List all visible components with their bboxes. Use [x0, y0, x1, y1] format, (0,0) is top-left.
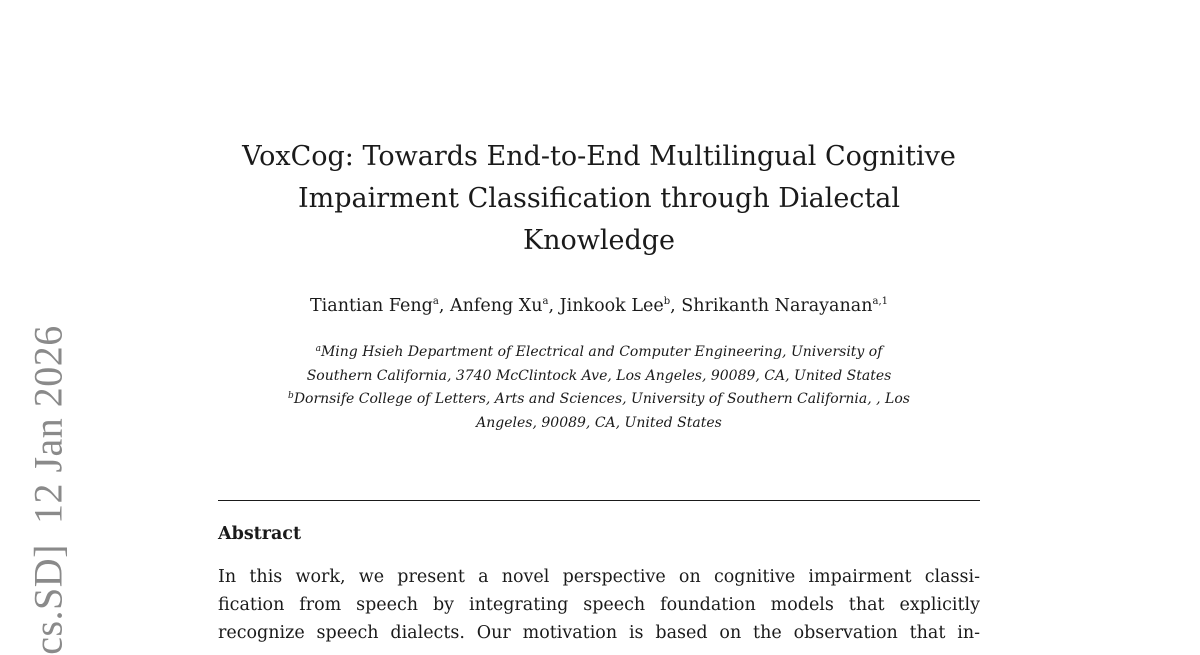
affiliation-mark: a: [315, 344, 321, 354]
affiliation-block: [208, 341, 990, 435]
author-affiliation-mark: b: [663, 296, 671, 307]
author-affiliation-mark: a: [432, 296, 439, 307]
arxiv-date: 12 Jan 2026: [25, 325, 71, 525]
affiliation-line: [208, 341, 990, 365]
affiliation-text: Dornsife College of Letters, Arts and Sciences, University of Southern California, , Los: [293, 391, 910, 407]
author-name: Shrikanth Narayanan: [681, 296, 873, 316]
abstract-line: In this work, we present a novel perspective on cognitive impairment classi-: [218, 567, 980, 587]
title-line: Knowledge: [522, 225, 676, 256]
abstract-line: fication from speech by integrating speech foundation models that explicitly: [218, 595, 980, 615]
horizontal-rule: [218, 500, 980, 501]
title-line: VoxCog: Towards End-to-End Multilingual Cognitive: [242, 141, 956, 172]
author-name: Anfeng Xu: [450, 296, 543, 316]
affiliation-line: Southern California, 3740 McClintock Ave, Los Angeles, 90089, CA, United States: [306, 367, 892, 384]
title-line: Impairment Classification through Dialectal: [297, 183, 900, 214]
author-name: Tiantian Feng: [310, 296, 433, 316]
author-affiliation-mark: a: [542, 296, 549, 307]
affiliation-mark: b: [288, 391, 294, 401]
affiliation-line: [208, 388, 990, 412]
author-list: Tiantian Feng$^a$, Anfeng Xu$^a$, Jinkook Lee$^b$, Shrikanth Narayanan$^{a,1}$: [310, 296, 888, 316]
abstract-line: recognize speech dialects. Our motivation is based on the observation that in-: [218, 623, 980, 643]
arxiv-sidebar-stamp: [25, 325, 72, 655]
arxiv-category: cs.SD]: [25, 544, 71, 655]
affiliation-line: Angeles, 90089, CA, United States: [476, 414, 722, 431]
author-affiliation-mark: a,1: [872, 296, 888, 307]
author-name: Jinkook Lee: [559, 296, 664, 316]
abstract-text: [218, 563, 980, 647]
paper-title: [218, 136, 980, 262]
abstract-heading: Abstract: [218, 524, 302, 544]
affiliation-text: Ming Hsieh Department of Electrical and Computer Engineering, University of: [320, 344, 883, 360]
